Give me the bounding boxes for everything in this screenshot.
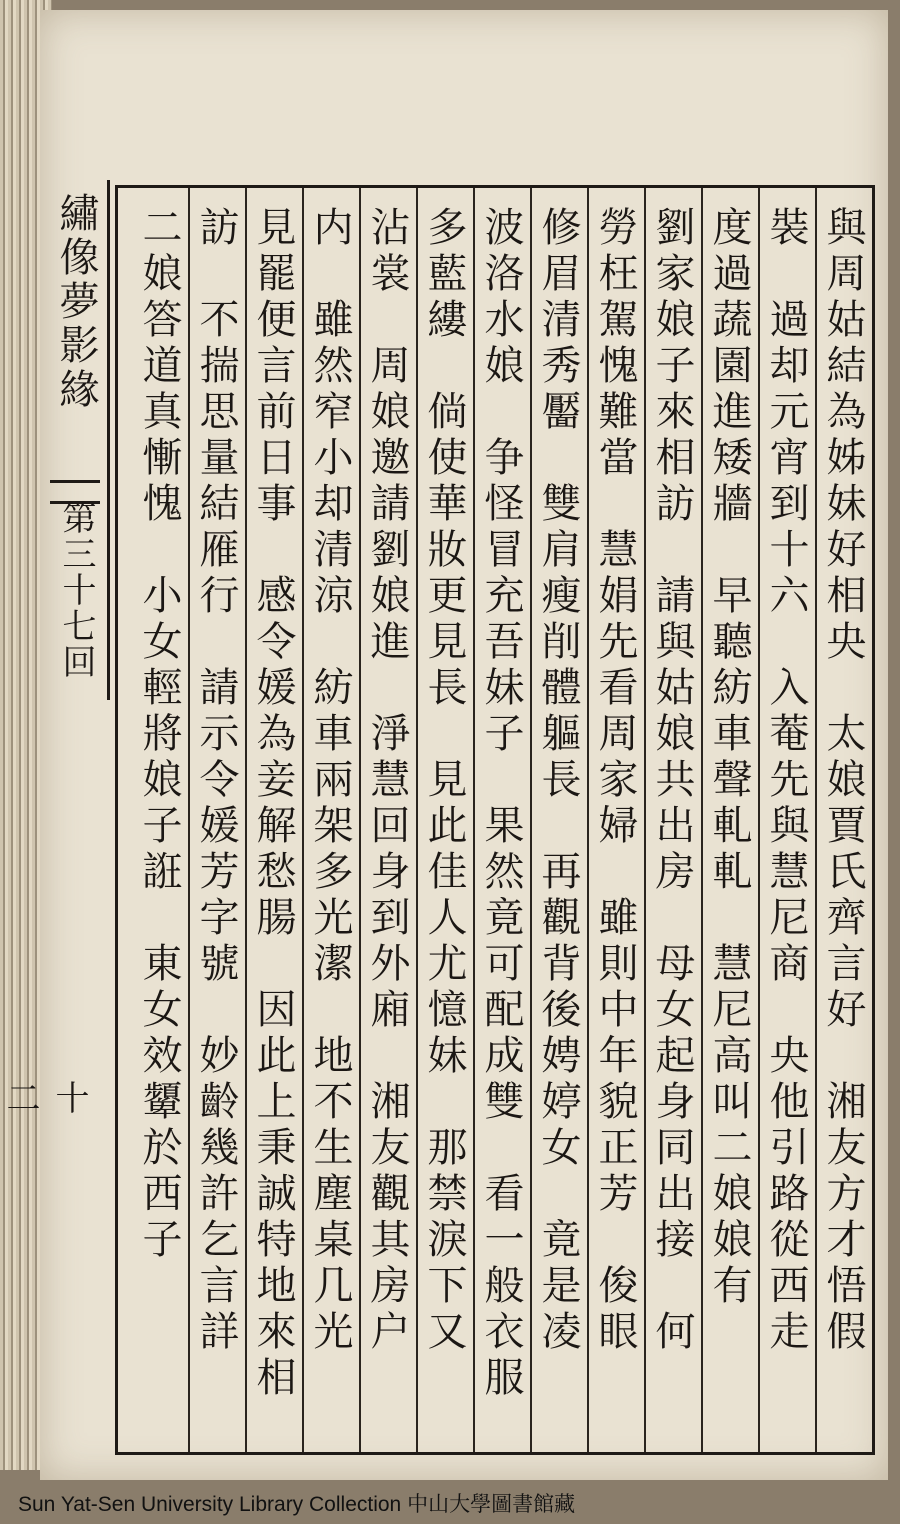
text-column: 内 雖然窄小却清涼 紡車兩架多光潔 地不生塵桌几光 xyxy=(307,206,353,1356)
text-column: 劉家娘子來相訪 請與姑娘共出房 母女起身同出接 何 xyxy=(649,206,695,1356)
text-column: 多藍縷 倘使華妝更見長 見此佳人尤憶妹 那禁淚下又 xyxy=(421,206,467,1356)
library-credit: Sun Yat-Sen University Library Collection 中山大學圖書館藏 xyxy=(18,1493,576,1516)
column-rule xyxy=(359,188,361,1452)
column-rule xyxy=(815,188,817,1452)
column-rule xyxy=(701,188,703,1452)
text-column: 與周姑結為姊妹好相央 太娘賈氏齊言好 湘友方才悟假 xyxy=(820,206,866,1356)
text-column: 沾裳 周娘邀請劉娘進 淨慧回身到外廂 湘友觀其房户 xyxy=(364,206,410,1356)
column-rule xyxy=(758,188,760,1452)
text-column: 度過蔬園進矮牆 早聽紡車聲軋軋 慧尼高叫二娘娘有 xyxy=(706,206,752,1310)
text-column: 二娘答道真慚愧 小女輕將娘子誑 東女效顰於西子 xyxy=(136,206,182,1264)
footer-bar xyxy=(0,1480,900,1524)
text-column: 勞枉駕愧難當 慧娟先看周家婦 雖則中年貌正芳 俊眼 xyxy=(592,206,638,1356)
text-column: 見罷便言前日事 感令媛為妾解愁腸 因此上秉誠特地來相 xyxy=(250,206,296,1402)
book-page xyxy=(0,10,888,1480)
text-column: 訪 不揣思量結雁行 請示令媛芳字號 妙齡幾許乞言詳 xyxy=(193,206,239,1356)
column-rule xyxy=(473,188,475,1452)
text-frame xyxy=(115,185,875,1455)
running-title: 繡像夢影緣 xyxy=(53,192,99,412)
column-rule xyxy=(416,188,418,1452)
text-column: 波洛水娘 争怪冒充吾妹子 果然竟可配成雙 看一般衣服 xyxy=(478,206,524,1402)
page-margin-column xyxy=(40,180,110,700)
chapter-label: 第三十七回 xyxy=(56,500,96,680)
column-rule xyxy=(188,188,190,1452)
column-rule xyxy=(302,188,304,1452)
page-number: 十二 xyxy=(0,1080,89,1114)
text-column: 修眉清秀靨 雙肩瘦削體軀長 再觀背後娉婷女 竟是凌 xyxy=(535,206,581,1356)
column-rule xyxy=(644,188,646,1452)
text-column: 裝 過却元宵到十六 入菴先與慧尼商 央他引路從西走 xyxy=(763,206,809,1356)
column-rule xyxy=(245,188,247,1452)
column-rule xyxy=(587,188,589,1452)
column-rule xyxy=(530,188,532,1452)
